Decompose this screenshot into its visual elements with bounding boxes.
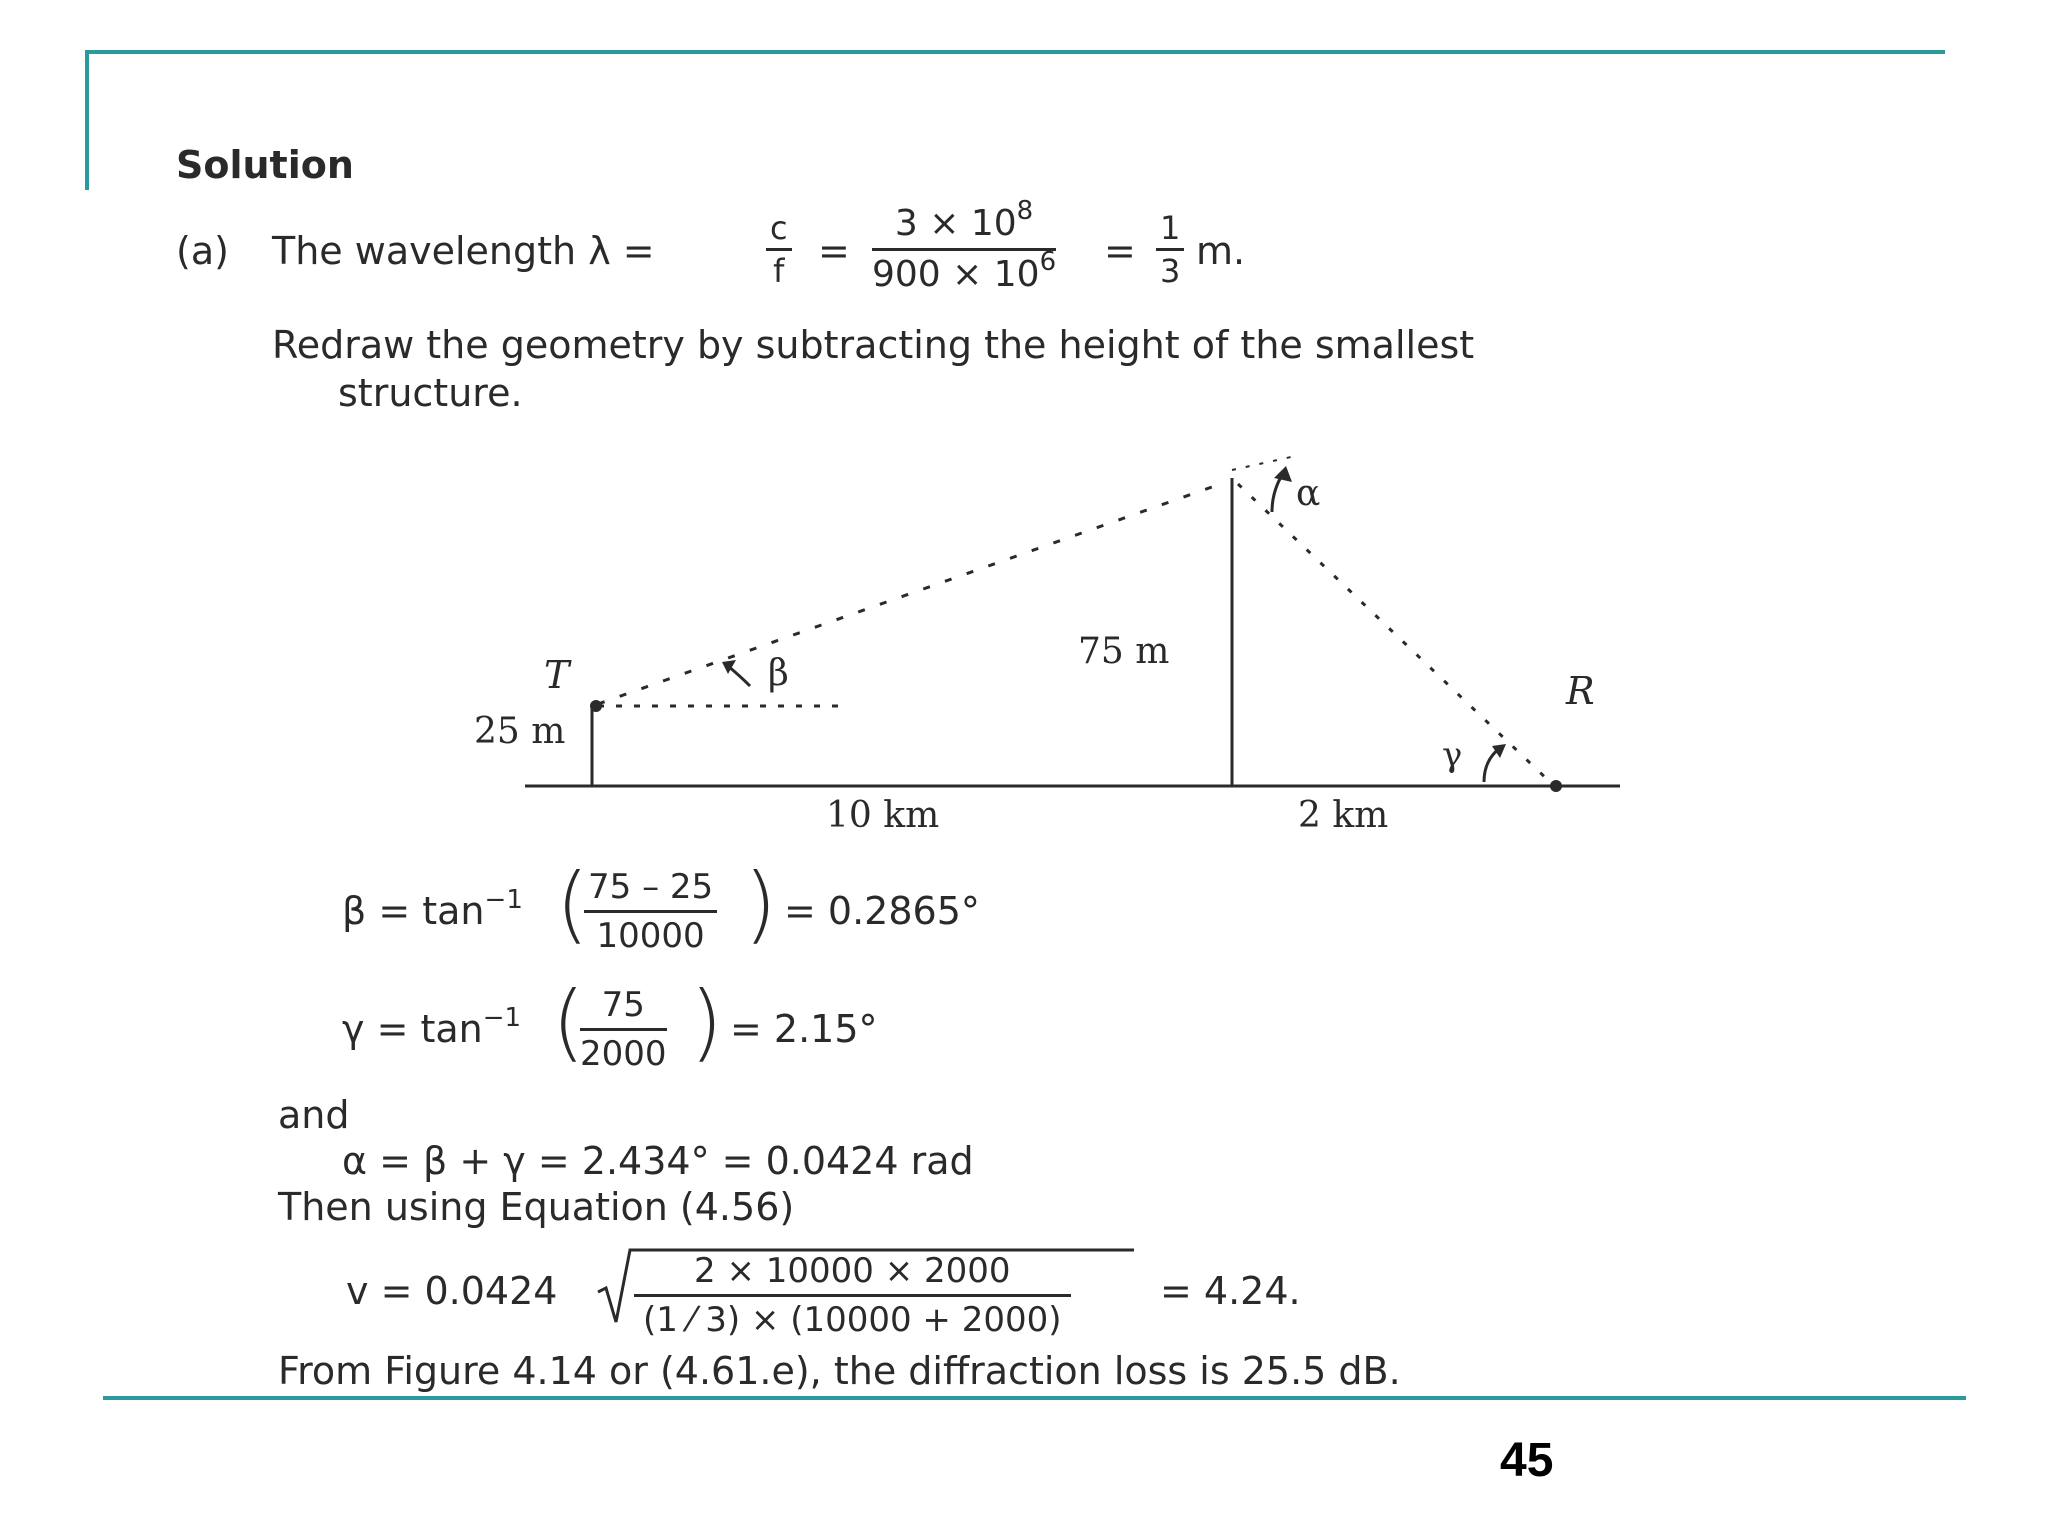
gamma-result: = 2.15° (730, 1007, 878, 1051)
v-fraction (634, 1251, 1071, 1340)
equals-2: = (1104, 229, 1136, 273)
tx-height-label: 25 m (474, 711, 566, 752)
beta-open-paren: ( (556, 855, 589, 953)
beta-numerator: 75 – 25 (584, 870, 717, 913)
beta-inverse-exp: −1 (484, 885, 523, 915)
gamma-lhs-text: γ = tan (342, 1007, 483, 1051)
beta-denominator: 10000 (596, 916, 705, 956)
num-exponent: 8 (1016, 196, 1034, 226)
num-base: 3 × 10 (894, 203, 1017, 244)
conclusion-text: From Figure 4.14 or (4.61.e), the diffraction loss is 25.5 dB. (278, 1349, 1401, 1393)
obstacle-height-label: 75 m (1078, 631, 1170, 672)
gamma-inverse-exp: −1 (482, 1003, 522, 1033)
den-base: 900 × 10 (872, 254, 1040, 295)
alpha-label: α (1296, 473, 1321, 514)
c-numerator: c (766, 212, 792, 251)
redraw-line-1: Redraw the geometry by subtracting the height of the smallest (272, 323, 1475, 367)
v-numerator: 2 × 10000 × 2000 (634, 1254, 1071, 1297)
redraw-line-2: structure. (338, 371, 523, 415)
f-denominator: f (773, 252, 785, 290)
distance-1-label: 10 km (826, 795, 940, 836)
v-denominator: (1 ⁄ 3) × (10000 + 2000) (643, 1300, 1062, 1340)
gamma-open-paren: ( (552, 973, 585, 1071)
one-numerator: 1 (1156, 212, 1184, 251)
meter-unit: m. (1196, 229, 1246, 273)
receiver-label: R (1566, 669, 1595, 713)
three-denominator: 3 (1160, 252, 1181, 290)
equals-1: = (818, 229, 850, 273)
alpha-equation: α = β + γ = 2.434° = 0.0424 rad (342, 1139, 974, 1183)
transmitter-label: T (544, 653, 570, 697)
solution-heading: Solution (176, 143, 354, 187)
v-lhs: v = 0.0424 (346, 1269, 558, 1313)
gamma-numerator: 75 (580, 988, 667, 1031)
distance-2-label: 2 km (1298, 795, 1389, 836)
gamma-label: γ (1442, 735, 1463, 775)
beta-result: = 0.2865° (784, 889, 980, 933)
gamma-denominator: 2000 (580, 1034, 667, 1074)
then-using-equation: Then using Equation (4.56) (278, 1185, 795, 1229)
gamma-close-paren: ) (690, 973, 723, 1071)
part-a-marker: (a) (176, 229, 229, 273)
den-exponent: 6 (1039, 247, 1057, 277)
page-number: 45 (1500, 1434, 1554, 1487)
v-result: = 4.24. (1160, 1269, 1301, 1313)
beta-label: β (768, 653, 789, 694)
beta-close-paren: ) (744, 855, 777, 953)
wavelength-lead: The wavelength λ = (272, 229, 655, 273)
and-word: and (278, 1093, 350, 1137)
beta-lhs-text: β = tan (342, 889, 485, 933)
